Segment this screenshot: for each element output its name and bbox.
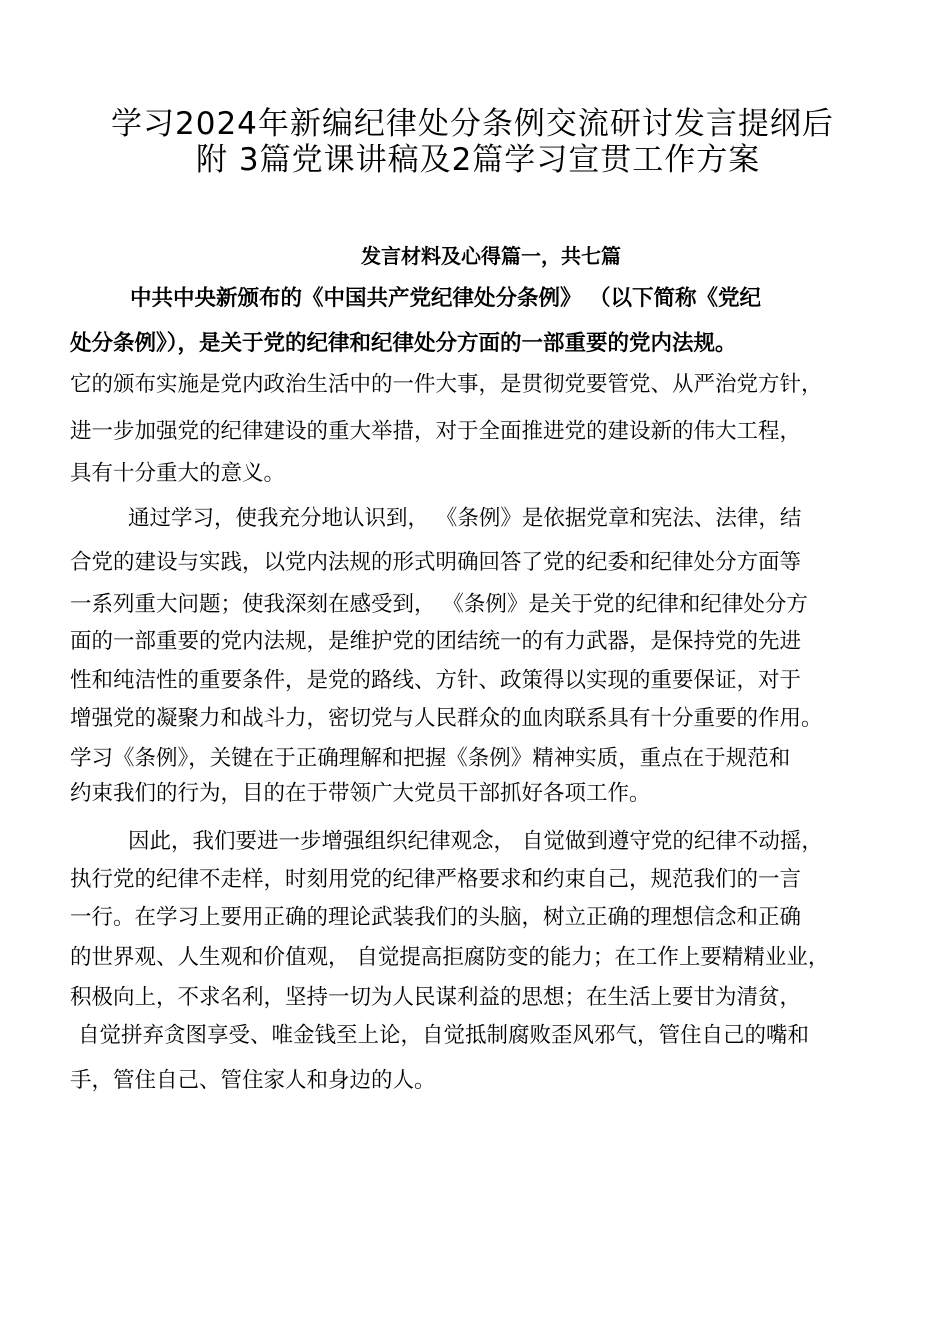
text-line: 处分条例》），是关于党的纪律和纪律处分方面的一部重要的党内法规。: [70, 331, 737, 356]
text-line: 性和纯洁性的重要条件，是党的路线、方针、政策得以实现的重要保证，对于: [70, 668, 802, 693]
text-line: 约束我们的行为，目的在于带领广大党员干部抓好各项工作。: [70, 781, 651, 806]
text-line: 一系列重大问题；使我深刻在感受到， 《条例》是关于党的纪律和纪律处分方: [70, 592, 808, 617]
text-line: 学习《条例》，关键在于正确理解和把握《条例》精神实质，重点在于规范和: [70, 746, 791, 771]
text-line: 自觉拼弃贪图享受、唯金钱至上论，自觉抵制腐败歪风邪气，管住自己的嘴和: [78, 1023, 810, 1048]
text-line: 因此，我们要进一步增强组织纪律观念， 自觉做到遵守党的纪律不动摇，: [128, 829, 823, 854]
section-heading: 发言材料及心得篇一，共七篇: [361, 244, 621, 268]
text-line: 增强党的凝聚力和战斗力，密切党与人民群众的血肉联系具有十分重要的作用。: [70, 706, 823, 731]
text-line: 积极向上，不求名利，坚持一切为人民谋利益的思想；在生活上要甘为清贫，: [70, 985, 802, 1010]
text-line: 手，管住自己、管住家人和身边的人。: [70, 1068, 436, 1093]
text-line: 进一步加强党的纪律建设的重大举措，对于全面推进党的建设新的伟大工程，: [70, 419, 802, 444]
text-line: 面的一部重要的党内法规，是维护党的团结统一的有力武器，是保持党的先进: [70, 629, 802, 654]
text-line: 具有十分重大的意义。: [70, 461, 286, 486]
text-line: 中共中央新颁布的《中国共产党纪律处分条例》 （以下简称《党纪: [130, 286, 761, 311]
text-line: 通过学习，使我充分地认识到， 《条例》是依据党章和宪法、法律，结: [128, 506, 802, 531]
text-line: 的世界观、人生观和价值观， 自觉提高拒腐防变的能力；在工作上要精精业业，: [70, 945, 830, 970]
text-line: 它的颁布实施是党内政治生活中的一件大事，是贯彻党要管党、从严治党方针，: [70, 372, 823, 397]
text-line: 执行党的纪律不走样，时刻用党的纪律严格要求和约束自己，规范我们的一言: [70, 867, 802, 892]
text-line: 一行。在学习上要用正确的理论武装我们的头脑，树立正确的理想信念和正确: [70, 905, 802, 930]
text-line: 合党的建设与实践，以党内法规的形式明确回答了党的纪委和纪律处分方面等: [70, 550, 802, 575]
document-title-line-1: 学习2024年新编纪律处分条例交流研讨发言提纲后: [111, 106, 834, 142]
document-title-line-2: 附 3篇党课讲稿及2篇学习宣贯工作方案: [196, 142, 761, 178]
